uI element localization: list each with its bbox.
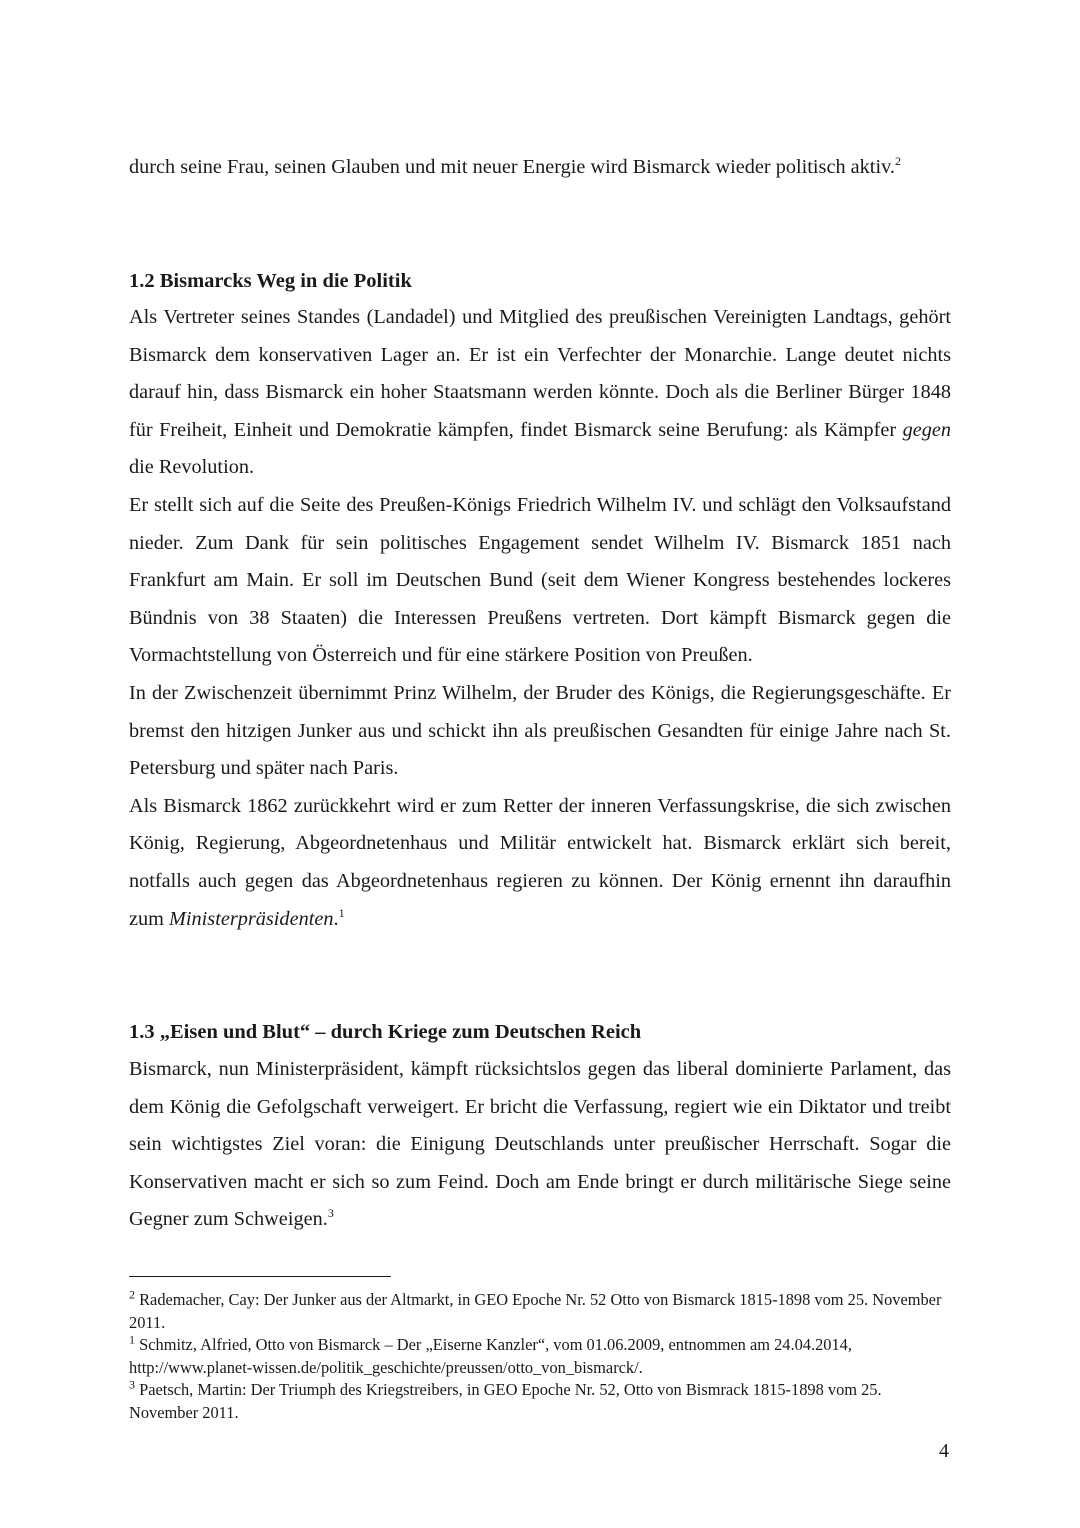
footnotes bbox=[129, 1289, 951, 1425]
footnote-number: 1 bbox=[129, 1332, 135, 1347]
footnote bbox=[129, 1334, 951, 1379]
section-1-2-paragraph-4 bbox=[129, 788, 951, 938]
footnote-text: Rademacher, Cay: Der Junker aus der Altmarkt, in GEO Epoche Nr. 52 Otto von Bismarck 1815-1898 vom 25. November 2011. bbox=[129, 1290, 942, 1332]
intro-paragraph bbox=[129, 149, 951, 187]
section-heading-1-2: 1.2 Bismarcks Weg in die Politik bbox=[129, 270, 412, 292]
intro-text: durch seine Frau, seinen Glauben und mit neuer Energie wird Bismarck wieder politisch aktiv. bbox=[129, 156, 895, 178]
footnote-number: 2 bbox=[129, 1287, 135, 1302]
section-1-3-body bbox=[129, 1051, 951, 1239]
section-1-2-paragraph-3: In der Zwischenzeit übernimmt Prinz Wilhelm, der Bruder des Königs, die Regierungsgeschäfte. Er bremst den hitzigen Junker aus und schickt ihn als preußischen Gesandten für einige Jahre nach St. Petersburg und später nach Paris. bbox=[129, 681, 951, 780]
page-number: 4 bbox=[939, 1440, 949, 1462]
footnote-text: Paetsch, Martin: Der Triumph des Kriegstreibers, in GEO Epoche Nr. 52, Otto von Bismrack 1815-1898 vom 25. November 2011. bbox=[129, 1380, 882, 1422]
section-1-2-body bbox=[129, 299, 951, 938]
paragraph-text: . bbox=[333, 907, 339, 930]
footnote-number: 3 bbox=[129, 1377, 135, 1392]
footnote-separator bbox=[129, 1276, 391, 1277]
footnote-ref-1: 1 bbox=[338, 905, 345, 920]
section-1-2-paragraph-1 bbox=[129, 299, 951, 487]
footnote-ref-3: 3 bbox=[327, 1206, 334, 1221]
footnote-text: Schmitz, Alfried, Otto von Bismarck – Der „Eiserne Kanzler“, vom 01.06.2009, entnommen am 24.04.2014, http://www.planet-wissen.de/politik_geschichte/preussen/otto_von_bismarck/. bbox=[129, 1335, 852, 1377]
emphasis-text: Ministerpräsidenten bbox=[169, 907, 334, 930]
emphasis-text: gegen bbox=[902, 418, 951, 441]
footnote-ref-2: 2 bbox=[894, 154, 901, 169]
footnote bbox=[129, 1379, 951, 1424]
footnote bbox=[129, 1289, 951, 1334]
paragraph-text: die Revolution. bbox=[129, 456, 255, 479]
paragraph-text: Bismarck, nun Ministerpräsident, kämpft rücksichtslos gegen das liberal dominierte Parlament, das dem König die Gefolgschaft verweigert. Er bricht die Verfassung, regiert wie ein Diktator und treibt sein wichtigstes Ziel voran: die Einigung Deutschlands unter preußischer Herrschaft. Sogar die Konservativen macht er sich so zum Feind. Doch am Ende bringt er durch militärische Siege seine Gegner zum Schweigen. bbox=[129, 1058, 951, 1231]
section-heading-1-3: 1.3 „Eisen und Blut“ – durch Kriege zum Deutschen Reich bbox=[129, 1021, 642, 1043]
paragraph-text: Als Vertreter seines Standes (Landadel) und Mitglied des preußischen Vereinigten Landtags, gehört Bismarck dem konservativen Lager an. Er ist ein Verfechter der Monarchie. Lange deutet nichts darauf hin, dass Bismarck ein hoher Staatsmann werden könnte. Doch als die Berliner Bürger 1848 für Freiheit, Einheit und Demokratie kämpfen, findet Bismarck seine Berufung: als Kämpfer bbox=[129, 306, 951, 441]
section-1-3-paragraph-1 bbox=[129, 1051, 951, 1239]
section-1-2-paragraph-2: Er stellt sich auf die Seite des Preußen-Königs Friedrich Wilhelm IV. und schlägt den Volksaufstand nieder. Zum Dank für sein politisches Engagement sendet Wilhelm IV. Bismarck 1851 nach Frankfurt am Main. Er soll im Deutschen Bund (seit dem Wiener Kongress bestehendes lockeres Bündnis von 38 Staaten) die Interessen Preußens vertreten. Dort kämpft Bismarck gegen die Vormachtstellung von Österreich und für eine stärkere Position von Preußen. bbox=[129, 493, 951, 667]
section-1-2 bbox=[129, 267, 951, 295]
paragraph-text: Als Bismarck 1862 zurückkehrt wird er zum Retter der inneren Verfassungskrise, die sich zwischen König, Regierung, Abgeordnetenhaus und Militär entwickelt hat. Bismarck erklärt sich bereit, notfalls auch gegen das Abgeordnetenhaus regieren zu können. Der König ernennt ihn daraufhin zum bbox=[129, 794, 951, 930]
section-1-3 bbox=[129, 1018, 951, 1046]
